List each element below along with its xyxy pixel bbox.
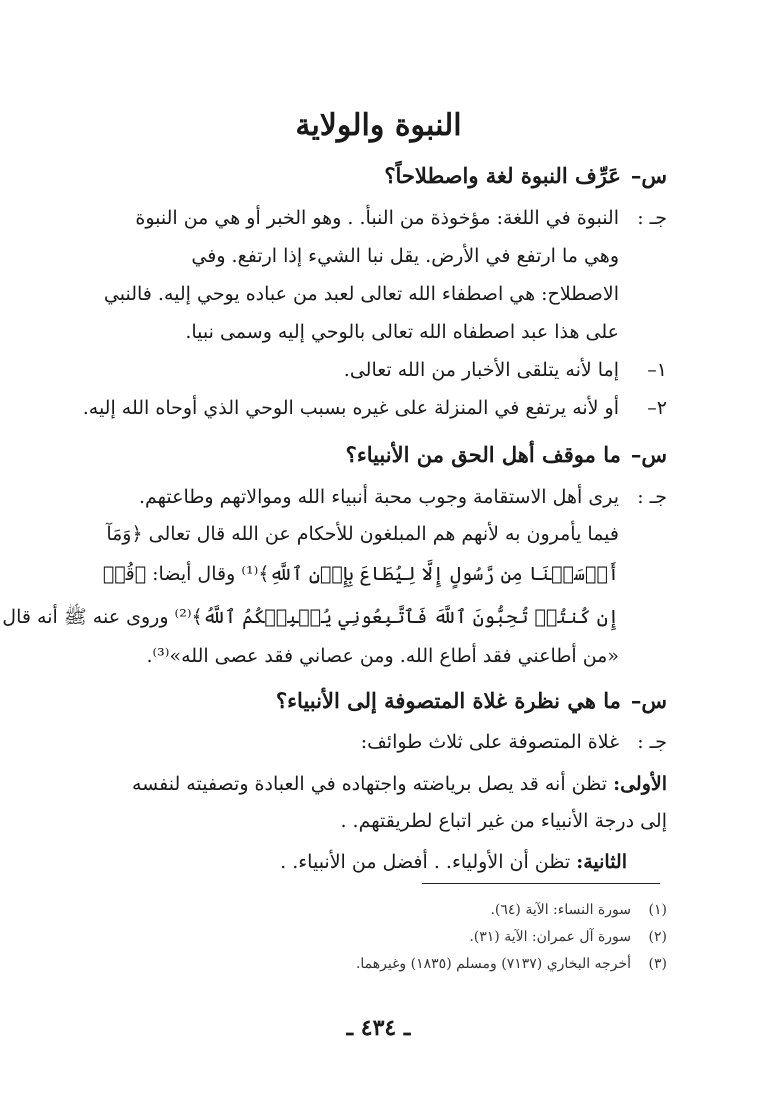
point-text: إما لأنه يتلقى الأخبار من الله تعالى. bbox=[343, 359, 619, 381]
question-1 bbox=[384, 163, 667, 188]
group-heading: الأولى: bbox=[613, 773, 667, 795]
answer-label: جـ : bbox=[637, 731, 667, 753]
group-text: تظن أنه قد يصل برياضته واجتهاده في العبادة وتصفيته لنفسه bbox=[131, 773, 608, 795]
answer-2-line-5: «من أطاعني فقد أطاع الله. ومن عصاني فقد عصى الله»⁽³⁾. bbox=[146, 645, 619, 667]
answer-1-point-1 bbox=[344, 359, 667, 381]
footnote-text: سورة آل عمران: الآية (٣١). bbox=[469, 929, 631, 945]
footnote-number: (٢) bbox=[648, 929, 667, 945]
answer-text: غلاة المتصوفة على ثلاث طوائف: bbox=[360, 731, 619, 753]
group-heading: الثانية: bbox=[576, 851, 627, 873]
answer-1-line-4: على هذا عبد اصطفاه الله تعالى بالوحي إليه وسمى نبيا. bbox=[185, 321, 619, 343]
group-second bbox=[280, 851, 627, 873]
question-3 bbox=[276, 688, 667, 713]
question-text: ما موقف أهل الحق من الأنبياء؟ bbox=[345, 442, 621, 467]
point-number: ١– bbox=[647, 359, 667, 381]
footnote-1 bbox=[490, 902, 667, 918]
page-title: النبوة والولاية bbox=[295, 108, 462, 143]
group-first-line-1 bbox=[132, 773, 667, 795]
group-first-line-2: إلى درجة الأنبياء من غير اتباع لطريقتهم. . bbox=[340, 810, 667, 832]
answer-text: يرى أهل الاستقامة وجوب محبة أنبياء الله وموالاتهم وطاعتهم. bbox=[138, 486, 619, 508]
point-text: أو لأنه يرتفع في المنزلة على غيره بسبب الوحي الذي أوحاه الله إليه. bbox=[82, 397, 619, 419]
answer-text: النبوة في اللغة: مؤخوذة من النبأ. . وهو الخبر أو هي من النبوة bbox=[135, 207, 619, 229]
footnote-text: سورة النساء: الآية (٦٤). bbox=[490, 902, 631, 918]
footnote-number: (٣) bbox=[648, 956, 667, 972]
answer-2-line-3: أَرۡسَلۡنَا مِن رَّسُولٍ إِلَّا لِيُطَاعَ بِإِذۡنِ ٱللَّهِ﴾⁽¹⁾ وقال أيضا: ﴿قُلۡ bbox=[102, 563, 619, 585]
question-2 bbox=[346, 442, 667, 467]
answer-label: جـ : bbox=[637, 486, 667, 508]
page-number: ـ ٤٣٤ ـ bbox=[346, 1015, 411, 1041]
answer-2-line-2: فيما يأمرون به لأنهم هم المبلغون للأحكام عن الله قال تعالى ﴿وَمَآ bbox=[106, 523, 619, 545]
answer-1-line-3: الاصطلاح: هي اصطفاء الله تعالى لعبد من عباده يوحي إليه. فالنبي bbox=[103, 283, 619, 305]
answer-1-point-2 bbox=[83, 397, 667, 419]
question-text: ما هي نظرة غلاة المتصوفة إلى الأنبياء؟ bbox=[276, 688, 621, 713]
question-text: عَرِّف النبوة لغة واصطلاحاً؟ bbox=[384, 163, 621, 188]
footnote-text: أخرجه البخاري (٧١٣٧) ومسلم (١٨٣٥) وغيرهما. bbox=[355, 956, 631, 972]
point-number: ٢– bbox=[647, 397, 667, 419]
footnote-2 bbox=[469, 929, 667, 945]
answer-3-intro bbox=[361, 731, 667, 753]
answer-1-line-1 bbox=[135, 207, 667, 229]
footnote-3 bbox=[356, 956, 667, 972]
answer-label: جـ : bbox=[637, 207, 667, 229]
question-label: س– bbox=[630, 442, 667, 467]
group-text: تظن أن الأولياء. . أفضل من الأنبياء. . bbox=[280, 851, 571, 873]
answer-1-line-2: وهي ما ارتفع في الأرض. يقل نبا الشيء إذا ارتفع. وفي bbox=[191, 245, 619, 267]
answer-2-line-1 bbox=[139, 486, 667, 508]
question-label: س– bbox=[630, 688, 667, 713]
question-label: س– bbox=[630, 163, 667, 188]
answer-2-line-4: إِن كُنتُمۡ تُحِبُّونَ ٱللَّهَ فَٱتَّبِعُونِي يُحۡبِبۡكُمُ ٱللَّهُ﴾⁽²⁾ وروى عنه ﷺ أنه قال bbox=[2, 606, 619, 628]
footnote-number: (١) bbox=[648, 902, 667, 918]
footnote-separator bbox=[422, 883, 660, 884]
